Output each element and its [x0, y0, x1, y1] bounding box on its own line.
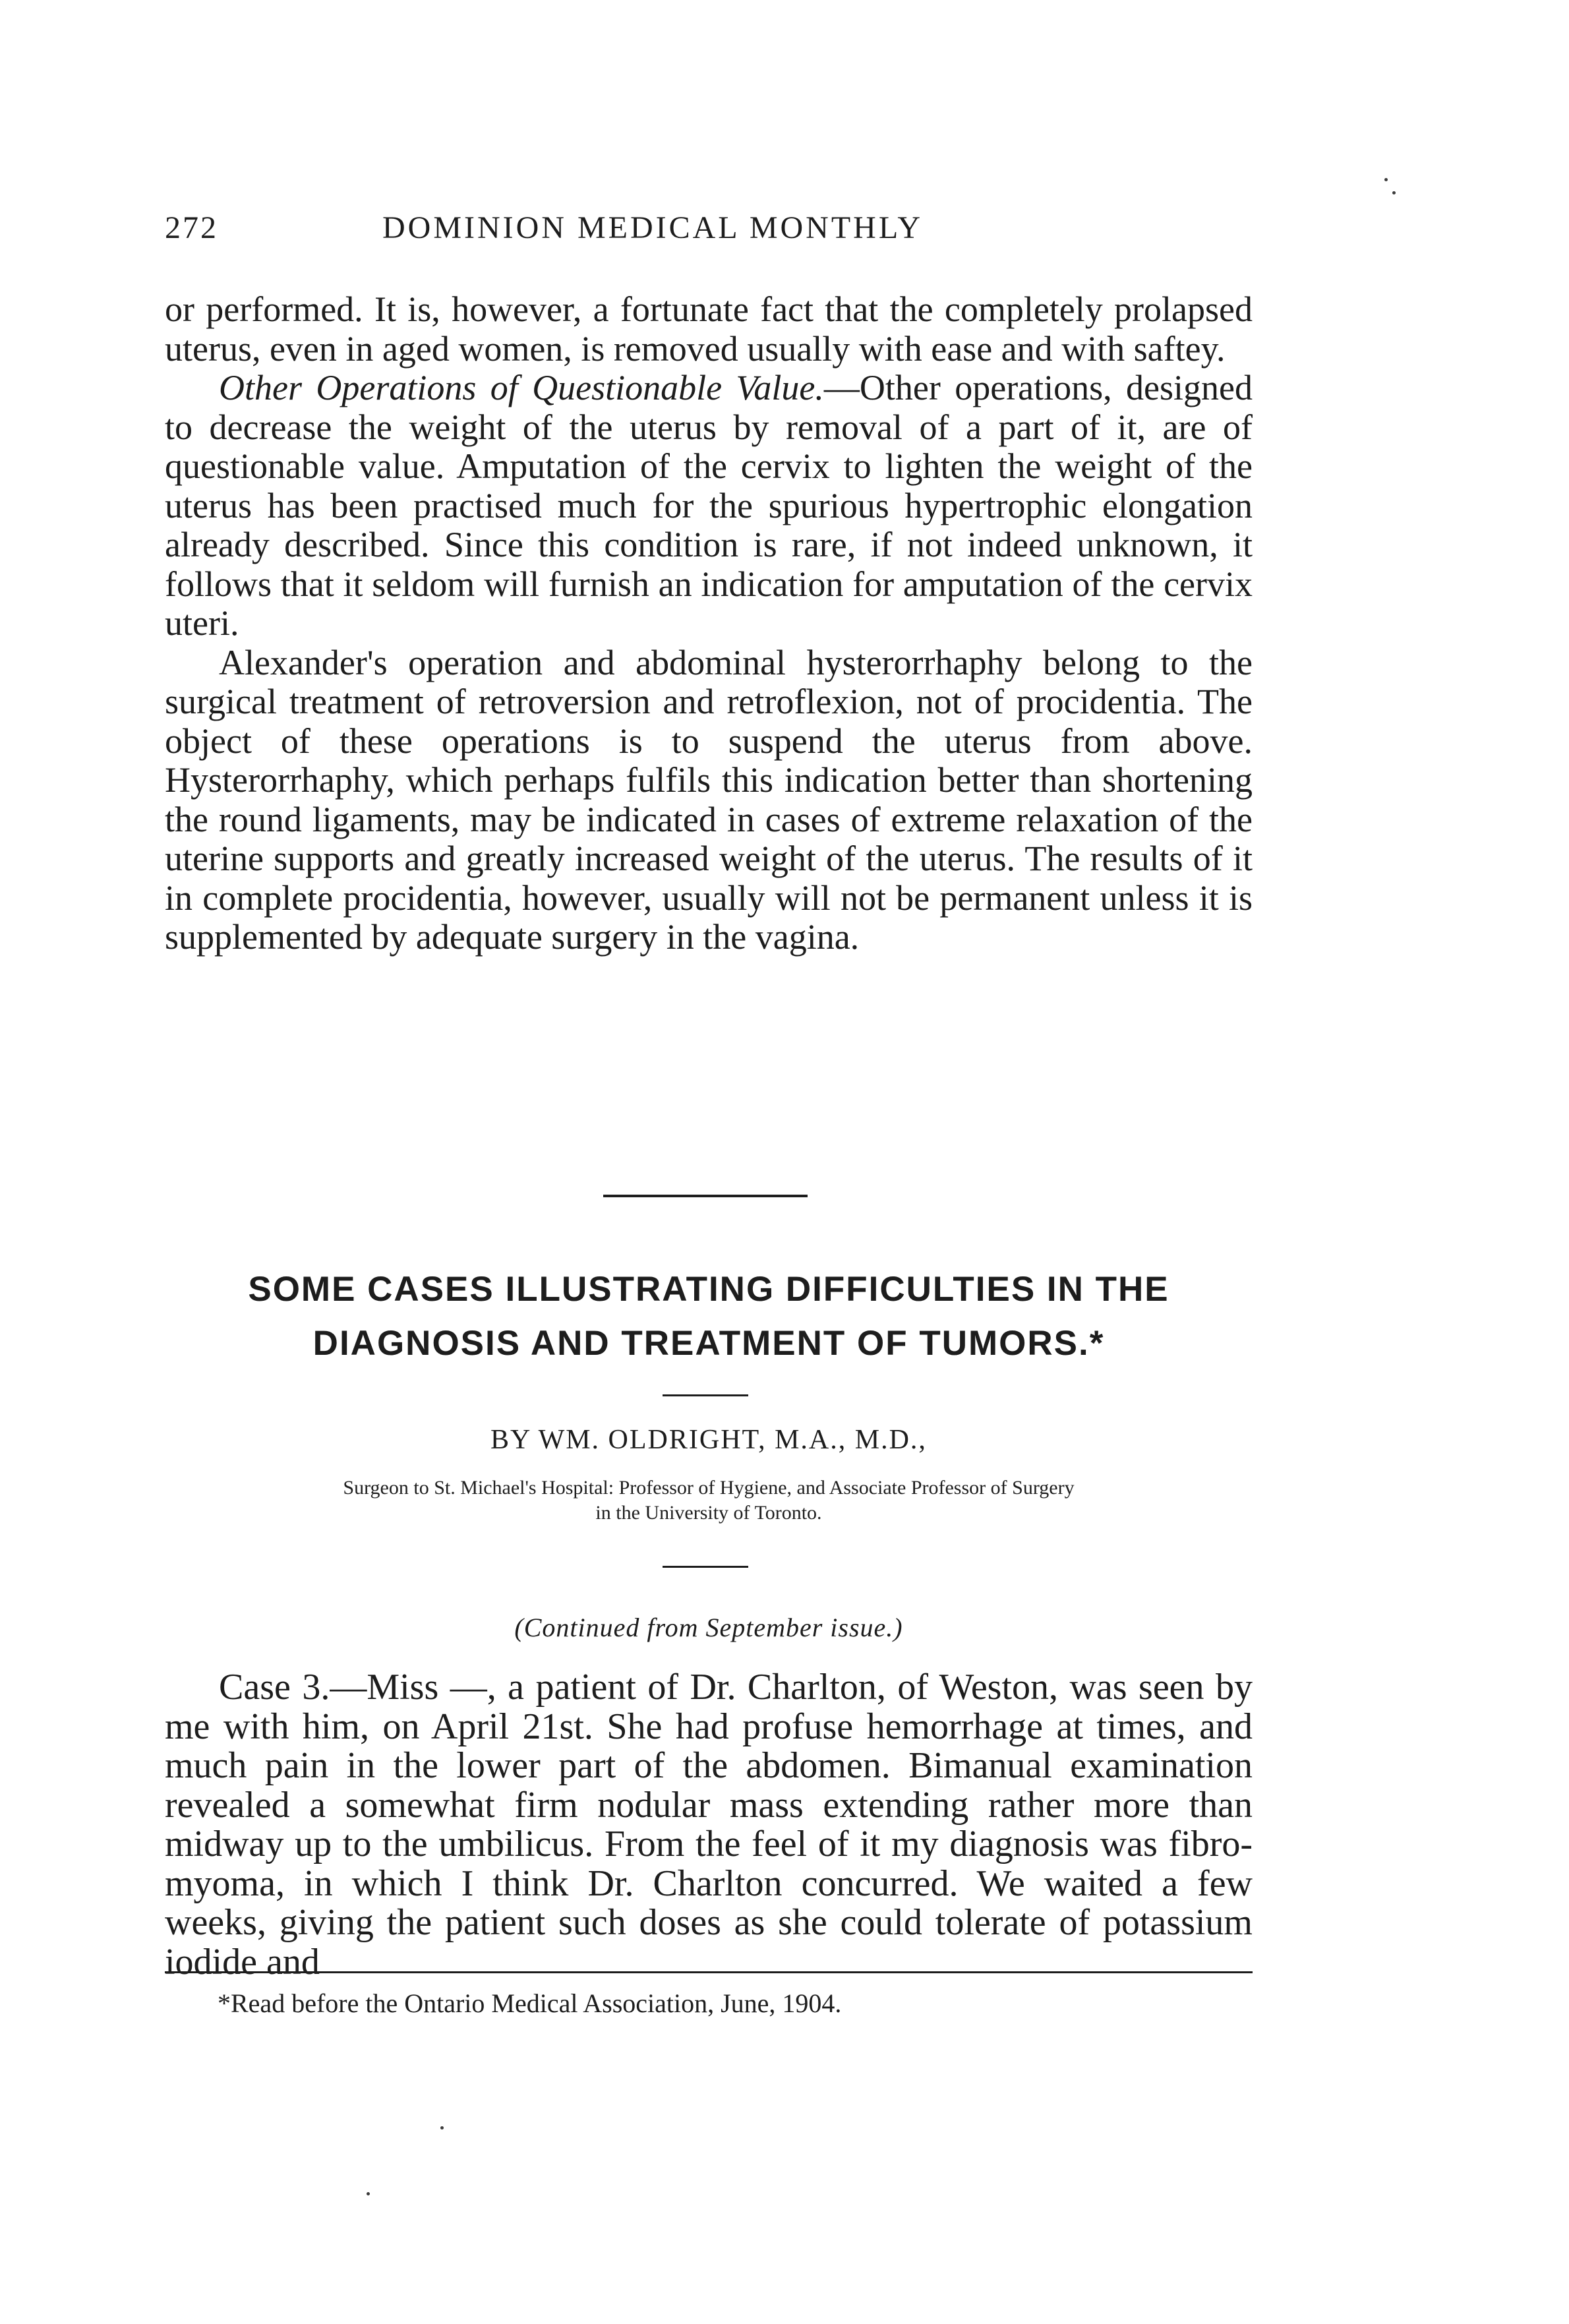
scan-speck	[367, 2192, 370, 2195]
footnote: *Read before the Ontario Medical Association, June, 1904.	[218, 1988, 842, 2018]
title-divider	[663, 1394, 748, 1396]
article-title: SOME CASES ILLUSTRATING DIFFICULTIES IN THE DIAGNOSIS AND TREATMENT OF TUMORS.*	[248, 1270, 1169, 1363]
case-text	[165, 1668, 1253, 1982]
paragraph: or performed. It is, however, a fortunate fact that the completely prolapsed uterus, even in aged women, is removed usually with ease and with saftey.	[165, 289, 1253, 369]
section-divider	[603, 1195, 808, 1197]
footnote-rule	[165, 1971, 1253, 1973]
paragraph: Case 3.—Miss —, a patient of Dr. Charlton, of Weston, was seen by me with him, on April 21st. She had profuse hemorrhage at times, and much pain in the lower part of the abdomen. Bimanual examination revealed a somewhat firm nodular mass extending rather more than midway up to the umbilicus. From the feel of it my diagnosis was fibro-myoma, in which I think Dr. Charlton concurred. We waited a few weeks, giving the patient such doses as she could tolerate of potassium iodide and	[165, 1667, 1253, 1982]
page-header	[165, 210, 1253, 256]
scan-speck	[440, 2126, 444, 2130]
page-number: 272	[165, 210, 218, 245]
continuation-note: (Continued from September issue.)	[514, 1613, 903, 1642]
previous-article-text	[165, 290, 1253, 957]
section-heading: Other Operations of Questionable Value.	[219, 368, 824, 407]
running-head: DOMINION MEDICAL MONTHLY	[382, 210, 924, 245]
scan-speck	[1392, 191, 1396, 194]
scan-speck	[1384, 178, 1388, 181]
byline-divider	[663, 1566, 748, 1568]
paragraph: Other Operations of Questionable Value.—Other operations, designed to decrease the weight of the uterus by removal of a part of it, are of questionable value. Amputation of the cervix to lighten the weight of the uterus has been practised much for the spurious hypertrophic elongation already described. Since this condition is rare, if not indeed unknown, it follows that it seldom will furnish an indication for amputation of the cervix uteri.	[165, 368, 1253, 643]
paragraph: Alexander's operation and abdominal hysterorrhaphy belong to the surgical treatment of retroversion and retroflexion, not of procidentia. The object of these operations is to suspend the uterus from above. Hysterorrhaphy, which perhaps fulfils this indication better than shortening the round ligaments, may be indicated in cases of extreme relaxation of the uterine supports and greatly increased weight of the uterus. The results of it in complete procidentia, however, usually will not be permanent unless it is supplemented by adequate surgery in the vagina.	[165, 642, 1253, 957]
author-byline: BY WM. OLDRIGHT, M.A., M.D.,	[490, 1425, 927, 1455]
author-affiliation: Surgeon to St. Michael's Hospital: Professor of Hygiene, and Associate Professor of Surgery in the University of Toronto.	[343, 1477, 1075, 1524]
